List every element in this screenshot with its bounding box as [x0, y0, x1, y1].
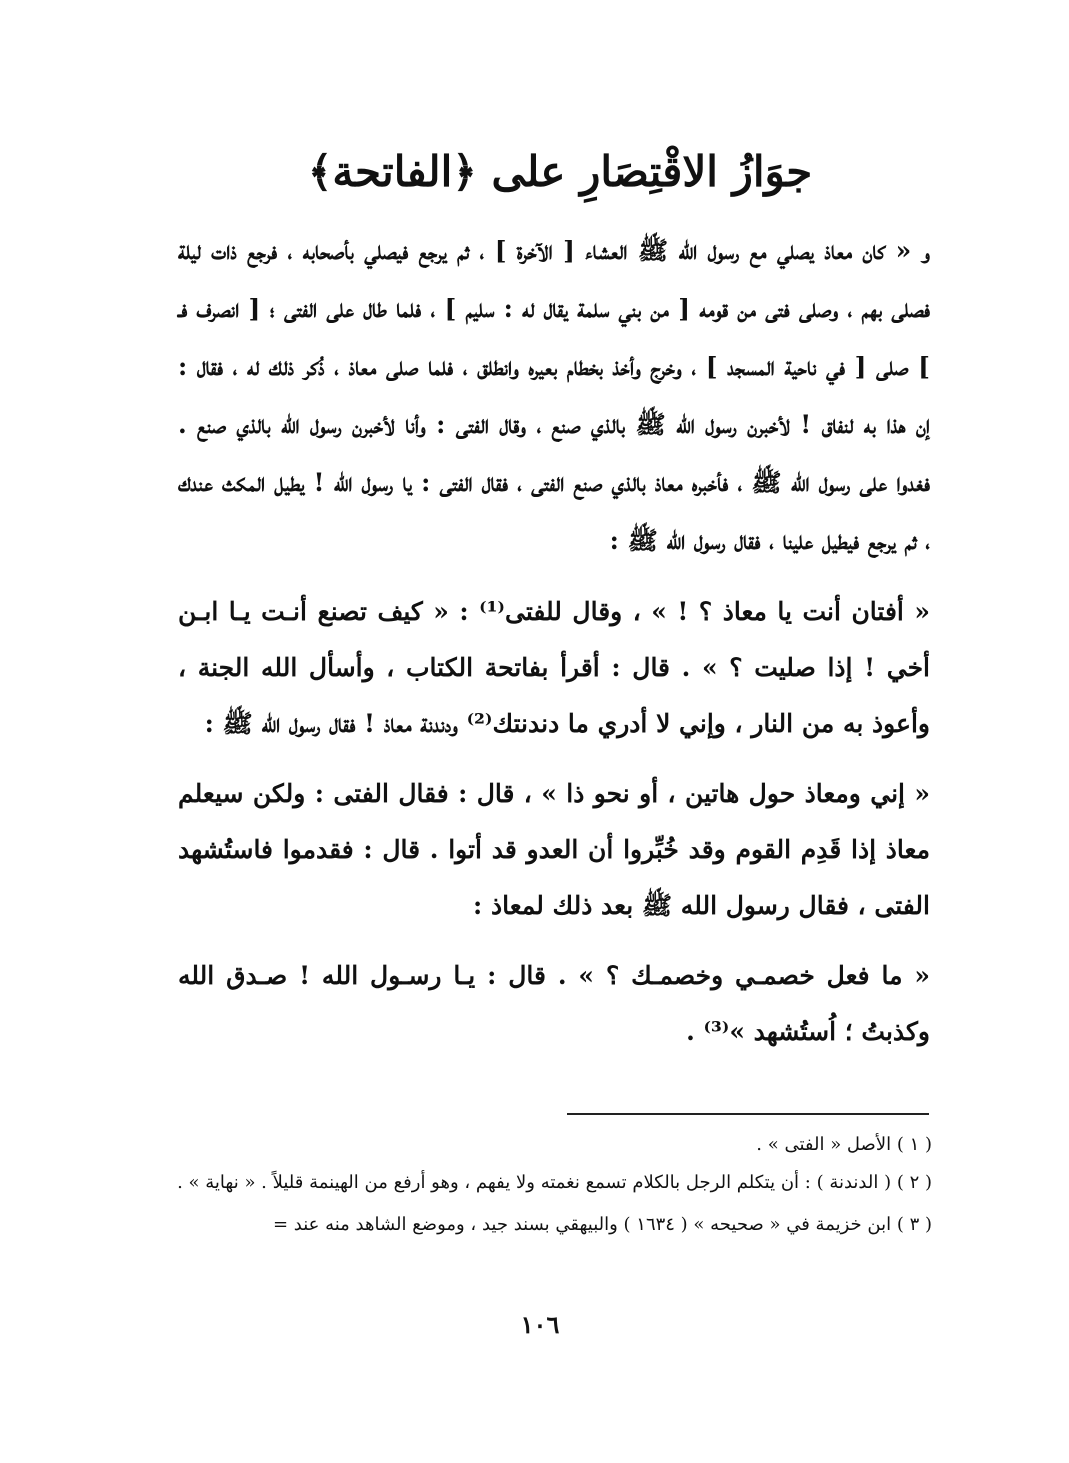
paragraph-1: و « كان معاذ يصلي مع رسول الله ﷺ العشاء [ الآخرة ] ، ثم يرجع فيصلي بأصحابه ، فرجع ذات ليلة فصلى بهم ، وصلى فتى من قومه [ من بني سلمة يقال له : سليم ] ، فلما طال على الفتى ؛ [ انصرف فـ ] صلى [ في ناحية المسجد ] ، وخرج وأخذ بخطام بعيره وانطلق ، فلما صلى معاذ ، ذُكر ذلك له ، فقال : إن هذا به لنفاق ! لأخبرن رسول الله ﷺ بالذي صنع ، وقال الفتى : وأنا لأخبرن رسول الله بالذي صنع . فغدوا على رسول الله ﷺ ، فأخبره معاذ بالذي صنع الفتى ، فقال الفتى : يا رسول الله ! يطيل المكث عندك ، ثم يرجع فيطيل علينا ، فقال رسول الله ﷺ : — [178, 236, 930, 555]
page-number: ١٠٦ — [520, 1310, 560, 1339]
footnotes — [170, 1126, 932, 1244]
footnote-2: ( ٢ ) ( الدندنة ) : أن يتكلم الرجل بالكلام تسمع نغمته ولا يفهم ، وهو أرفع من الهينمة قليلاً . « نهاية » . — [177, 1172, 932, 1193]
chapter-title: جوَازُ الاقْتِصَارِ على ﴿الفاتحة﴾ — [307, 147, 813, 196]
main-text — [178, 222, 930, 1074]
paragraph-3: « إني ومعاذ حول هاتين ، أو نحو ذا » ، قال : فقال الفتى : ولكن سيعلم معاذ إذا قَدِم القوم وقد خُبِّروا أن العدو قد أتوا . قال : فقدموا فاستُشهد الفتى ، فقال رسول الله ﷺ بعد ذلك لمعاذ : — [178, 779, 930, 920]
footnote-3: ( ٣ ) ابن خزيمة في « صحيحه » ( ١٦٣٤ ) والبيهقي بسند جيد ، وموضع الشاهد منه عند = — [272, 1214, 932, 1235]
paragraph-2: « أفتان أنت يا معاذ ؟ ! » ، وقال للفتى⁽¹⁾ : « كيف تصنع أنـت يـا ابـن أخي ! إذا صليت ؟ » . قال : أقرأ بفاتحة الكتاب ، وأسأل الله الجنة ، وأعوذ به من النار ، وإني لا أدري ما دندنتك⁽²⁾ ودندنة معاذ ! فقال رسول الله ﷺ : — [178, 597, 930, 738]
footnote-divider — [567, 1113, 929, 1115]
footnote-1: ( ١ ) الأصل « الفتى » . — [756, 1134, 932, 1155]
paragraph-4: « ما فعل خصمـي وخصمـك ؟ » . قال : يـا رسـول الله ! صـدق الله وكذبتُ ؛ اُستُشهد »⁽³⁾ . — [178, 961, 930, 1046]
